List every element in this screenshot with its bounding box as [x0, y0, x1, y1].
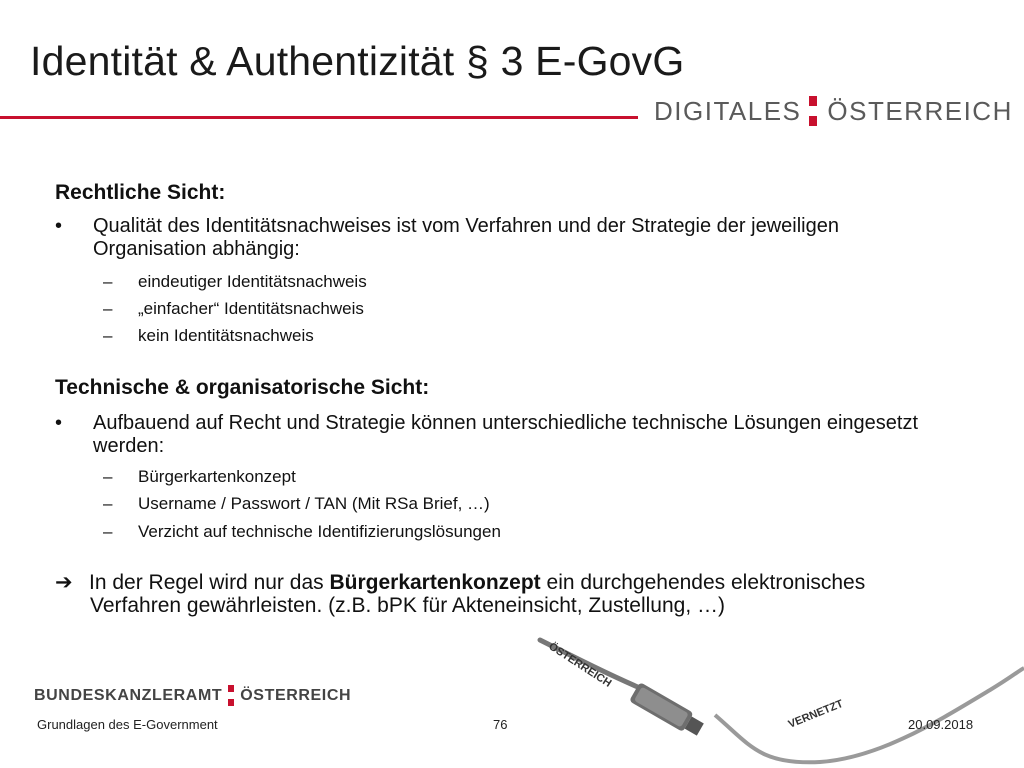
- digitales-oesterreich-logo: [654, 90, 1013, 132]
- footer-title: Grundlagen des E-Government: [37, 717, 218, 732]
- austria-flag-icon: [809, 96, 817, 126]
- conclusion-text: [90, 571, 920, 617]
- dash-marker: –: [103, 522, 113, 541]
- list-item-text: Bürgerkartenkonzept: [138, 467, 296, 486]
- list-item-text: kein Identitätsnachweis: [138, 326, 314, 345]
- section-heading-technical: Technische & organisatorische Sicht:: [55, 376, 430, 399]
- dash-marker: –: [103, 299, 113, 318]
- list-item: [103, 299, 364, 319]
- footer-date: 20.09.2018: [908, 717, 974, 732]
- section-heading-legal: Rechtliche Sicht:: [55, 181, 226, 204]
- conclusion-emphasis: Bürgerkartenkonzept: [329, 571, 541, 594]
- bullet-dot: •: [55, 215, 63, 237]
- list-item-text: Verzicht auf technische Identifizierungslösungen: [138, 522, 501, 541]
- austria-flag-icon: [228, 685, 234, 706]
- conclusion-text-start: In der Regel wird nur das: [89, 571, 330, 594]
- bullet-text: Aufbauend auf Recht und Strategie können unterschiedliche technische Lösungen eingesetzt werden:: [93, 412, 919, 457]
- list-item: [103, 272, 367, 292]
- list-item-text: „einfacher“ Identitätsnachweis: [138, 299, 364, 318]
- dash-marker: –: [103, 272, 113, 291]
- list-item: [103, 522, 501, 542]
- list-item: [103, 467, 296, 487]
- page-number: 76: [493, 717, 508, 732]
- bullet-dot: •: [55, 412, 63, 434]
- list-item: [103, 494, 490, 514]
- dash-marker: –: [103, 467, 113, 486]
- list-item-text: eindeutiger Identitätsnachweis: [138, 272, 367, 291]
- bundeskanzleramt-logo: [34, 685, 351, 706]
- conclusion-text-end: ein durchgehendes elektronisches Verfahren gewährleisten. (z.B. bPK für Akteneinsicht, Zustellung, …): [90, 571, 866, 617]
- cable-label-right: VERNETZT: [786, 697, 845, 731]
- logo-left-text: DIGITALES: [654, 95, 802, 126]
- logo-right-text: ÖSTERREICH: [827, 95, 1013, 126]
- usb-cable-illustration: [520, 630, 1024, 768]
- slide-title: Identität & Authentizität § 3 E-GovG: [30, 38, 685, 84]
- cable-label-left: ÖSTERREICH: [546, 640, 614, 690]
- dash-marker: –: [103, 494, 113, 513]
- bullet-text: Qualität des Identitätsnachweises ist vom Verfahren und der Strategie der jeweiligen Organisation abhängig:: [93, 215, 839, 260]
- arrow-right-icon: ➔: [55, 571, 73, 594]
- bka-logo-left-text: BUNDESKANZLERAMT: [34, 686, 223, 704]
- list-item: [103, 326, 314, 346]
- bka-logo-right-text: ÖSTERREICH: [240, 686, 352, 704]
- title-underline: [0, 116, 638, 119]
- list-item-text: Username / Passwort / TAN (Mit RSa Brief, …): [138, 494, 490, 513]
- dash-marker: –: [103, 326, 113, 345]
